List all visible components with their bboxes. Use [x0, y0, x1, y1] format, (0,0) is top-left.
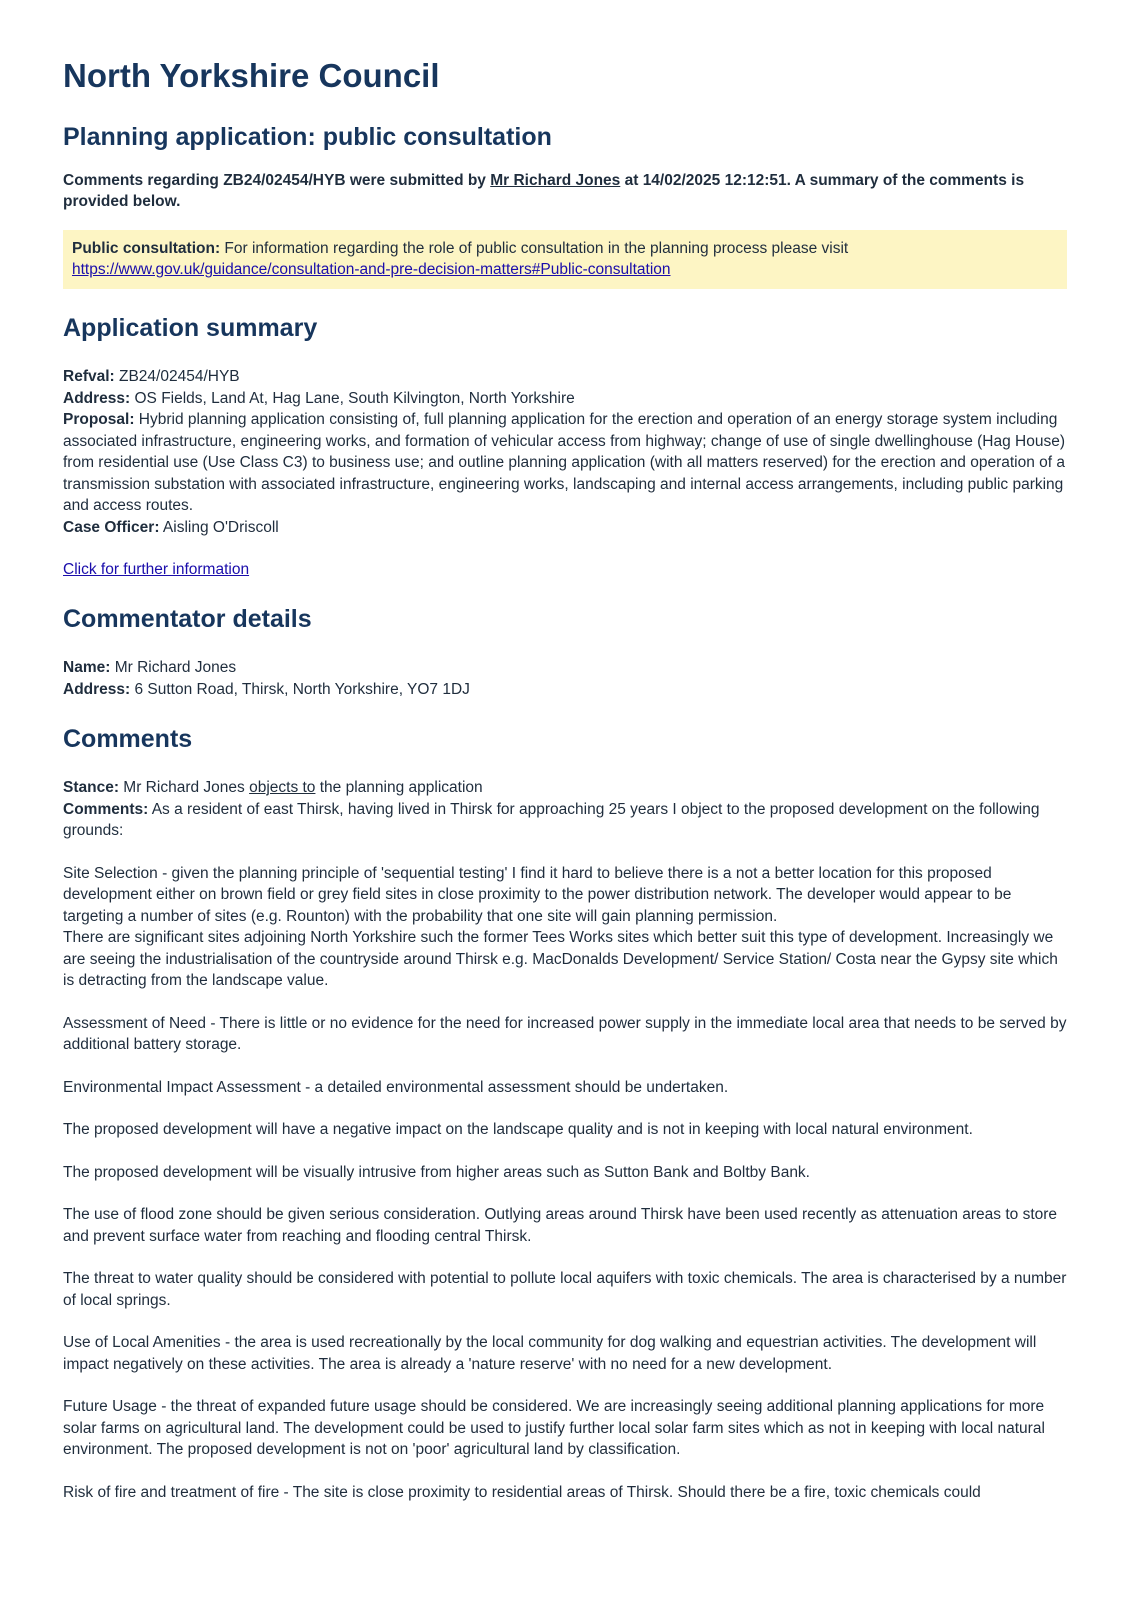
comments-body [63, 777, 1067, 842]
comment-amenities: Use of Local Amenities - the area is used recreationally by the local community for dog walking and equestrian activities. The development will impact negatively on these activities. The area is already a 'nature reserve' with no need for a new development. [63, 1334, 1037, 1373]
stance-prefix: Mr Richard Jones [119, 779, 250, 796]
commentator-details [63, 657, 1067, 700]
comments-row [63, 799, 1067, 842]
comment-future: Future Usage - the threat of expanded future usage should be considered. We are increasingly seeing additional planning applications for more solar farms on agricultural land. The development could be used to justify further local solar farm sites which as not in keeping with local natural environment. The proposed development is not on 'poor' agricultural land by classification. [63, 1398, 1045, 1458]
page-subtitle: Planning application: public consultation [63, 123, 552, 151]
consultation-guidance-link[interactable]: https://www.gov.uk/guidance/consultation-and-pre-decision-matters#Public-consultation [72, 261, 671, 278]
address-label: Address: [63, 389, 131, 407]
comment-need: Assessment of Need - There is little or no evidence for the need for increased power supply in the immediate local area that needs to be served by additional battery storage. [63, 1014, 1067, 1053]
commentator-name-label: Name: [63, 659, 111, 676]
commentator-name-row [63, 657, 1067, 679]
site-selection-text-2: There are significant sites adjoining North Yorkshire such the former Tees Works sites which better suit this type of development. Increasingly we are seeing the industrialisation of the countryside around Thirsk e.g. MacDonalds Development/ Service Station/ Costa near the Gypsy site which is detracting from the landscape value. [63, 929, 1058, 989]
refval-label: Refval: [63, 368, 115, 385]
commentator-address-label: Address: [63, 680, 131, 698]
commentator-name-value: Mr Richard Jones [110, 659, 237, 676]
refval-value: ZB24/02454/HYB [114, 368, 240, 385]
intro-prefix: Comments regarding ZB24/02454/HYB were submitted by [63, 172, 491, 189]
commentator-address-row [63, 679, 1067, 701]
application-summary-heading: Application summary [63, 314, 318, 342]
refval-row [63, 366, 1067, 388]
case-officer-value: Aisling O'Driscoll [159, 518, 279, 536]
comment-fire: Risk of fire and treatment of fire - The site is close proximity to residential areas of Thirsk. Should there be a fire, toxic chemicals could [63, 1483, 981, 1501]
comment-landscape: The proposed development will have a negative impact on the landscape quality and is not in keeping with local natural environment. [63, 1121, 973, 1138]
proposal-value: Hybrid planning application consisting of, full planning application for the erection and operation of an energy storage system including associated infrastructure, engineering works, and formation of vehicular access from highway; change of use of single dwellinghouse (Hag House) from residential use (Use Class C3) to business use; and outline planning application (with all matters reserved) for the erection and operation of a transmission substation with associated infrastructure, engineering works, landscaping and internal access arrangements, including public parking and access routes. [63, 411, 1066, 514]
comments-intro: As a resident of east Thirsk, having lived in Thirsk for approaching 25 years I object to the proposed development on the following grounds: [63, 800, 1040, 839]
commentator-address-value: 6 Sutton Road, Thirsk, North Yorkshire, YO7 1DJ [130, 680, 470, 698]
comments-label: Comments: [63, 800, 149, 818]
stance-suffix: the planning application [315, 779, 483, 796]
commentator-details-heading: Commentator details [63, 605, 312, 633]
public-consultation-notice [63, 230, 1067, 289]
commentator-name-link[interactable]: Mr Richard Jones [490, 172, 621, 189]
proposal-row [63, 409, 1067, 517]
notice-label: Public consultation: [72, 240, 221, 257]
comments-heading: Comments [63, 725, 193, 753]
comment-flood: The use of flood zone should be given serious consideration. Outlying areas around Thirsk have been used recently as attenuation areas to store and prevent surface water from reaching and flooding central Thirsk. [63, 1206, 1058, 1245]
case-officer-row [63, 517, 1067, 539]
intro-suffix: at 14/02/2025 12:12:51. A summary of the comments is provided below. [63, 172, 1025, 210]
address-value: OS Fields, Land At, Hag Lane, South Kilvington, North Yorkshire [130, 389, 575, 407]
application-summary [63, 366, 1067, 538]
submission-intro [63, 170, 1067, 212]
comment-site-selection [63, 863, 1067, 992]
address-row [63, 388, 1067, 410]
comment-visual: The proposed development will be visually intrusive from higher areas such as Sutton Bank and Boltby Bank. [63, 1163, 810, 1181]
site-selection-text: Site Selection - given the planning principle of 'sequential testing' I find it hard to believe there is a not a better location for this proposed development either on brown field or grey field sites in close proximity to the power distribution network. The developer would appear to be targeting a number of sites (e.g. Rounton) with the probability that one site will gain planning permission. [63, 864, 1012, 925]
comment-eia: Environmental Impact Assessment - a detailed environmental assessment should be undertaken. [63, 1078, 729, 1096]
notice-text: For information regarding the role of public consultation in the planning process please visit [220, 240, 849, 257]
proposal-label: Proposal: [63, 411, 135, 428]
further-information-link[interactable]: Click for further information [63, 561, 250, 578]
case-officer-label: Case Officer: [63, 518, 160, 536]
comment-water: The threat to water quality should be considered with potential to pollute local aquifers with toxic chemicals. The area is characterised by a number of local springs. [63, 1270, 1067, 1309]
stance-objects-link[interactable]: objects to [249, 779, 316, 796]
stance-label: Stance: [63, 779, 119, 796]
stance-row [63, 777, 1067, 799]
page-title: North Yorkshire Council [63, 57, 440, 94]
